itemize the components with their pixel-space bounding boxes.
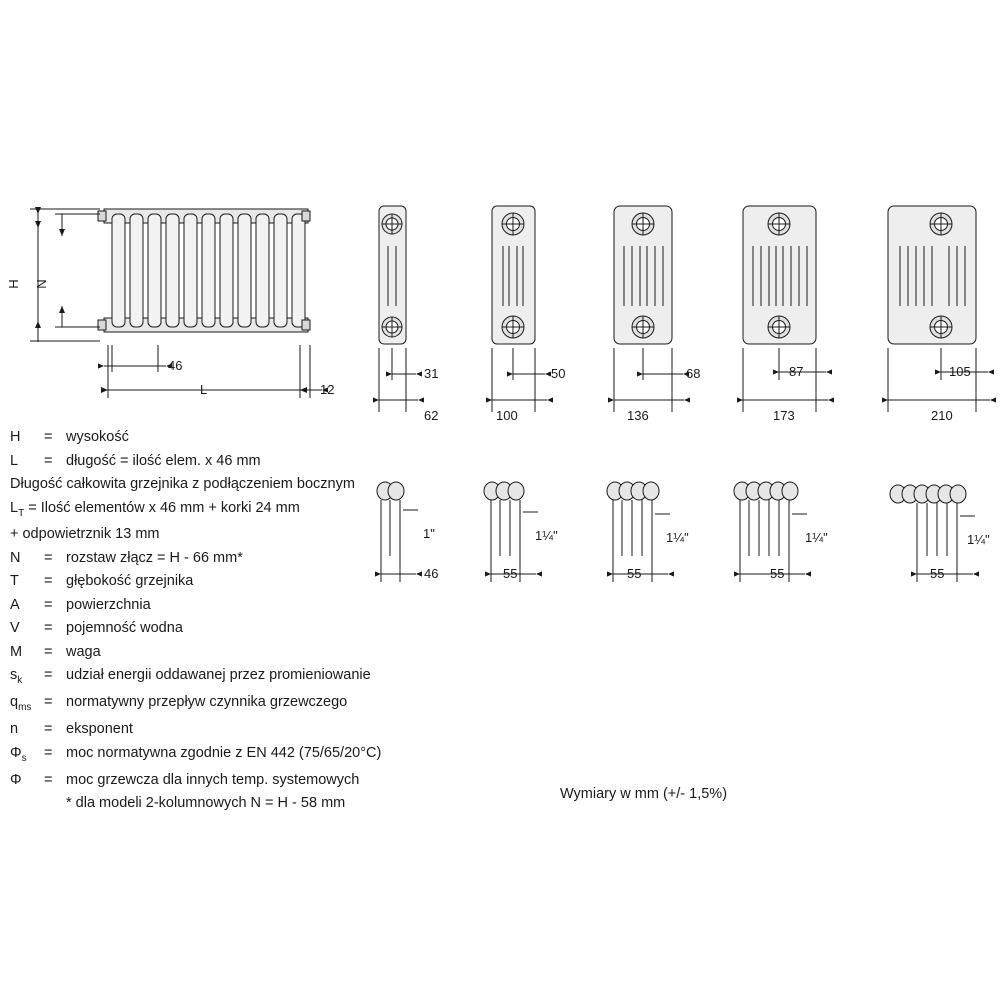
legend-text: moc grzewcza dla innych temp. systemowych bbox=[66, 771, 360, 788]
legend-row bbox=[10, 574, 480, 589]
legend-symbol-sub: k bbox=[17, 675, 23, 687]
legend-symbol-base: Φ bbox=[10, 744, 22, 761]
legend-symbol bbox=[10, 668, 44, 686]
legend-symbol: N bbox=[10, 549, 21, 566]
legend-symbol: A bbox=[10, 596, 20, 613]
legend-equals: = bbox=[44, 771, 53, 788]
legend-text: pojemność wodna bbox=[66, 620, 183, 637]
legend-text: udział energii oddawanej przez promieniowanie bbox=[66, 667, 371, 684]
legend-row bbox=[10, 695, 480, 713]
legend-note-total-length: Długość całkowita grzejnika z podłączeniem bocznym bbox=[10, 476, 355, 492]
legend-symbol bbox=[10, 746, 44, 764]
conn-3: 55 bbox=[627, 566, 642, 581]
legend-text: głębokość grzejnika bbox=[66, 573, 194, 590]
legend-equals: = bbox=[44, 744, 53, 761]
section-1-inner: 31 bbox=[424, 366, 439, 381]
legend-equals: = bbox=[44, 573, 53, 590]
legend-row bbox=[10, 645, 480, 660]
legend-text: długość = ilość elem. x 46 mm bbox=[66, 452, 261, 469]
legend-text: wysokość bbox=[66, 429, 129, 445]
legend-row bbox=[10, 551, 480, 566]
section-4-inner: 87 bbox=[789, 364, 804, 379]
thread-4: 1¼" bbox=[805, 530, 828, 545]
legend-equals: = bbox=[44, 429, 53, 445]
legend-symbol: V bbox=[10, 620, 20, 637]
legend-lt-subscript: T bbox=[18, 507, 25, 519]
legend-symbol bbox=[10, 722, 44, 737]
legend-symbol: T bbox=[10, 573, 19, 590]
conn-4: 55 bbox=[770, 566, 785, 581]
legend-row bbox=[10, 668, 480, 686]
section-4-outer: 173 bbox=[773, 408, 795, 423]
legend-lt-symbol: L bbox=[10, 499, 19, 516]
legend-text: eksponent bbox=[66, 721, 133, 738]
legend-block bbox=[10, 430, 480, 820]
thread-2: 1¼" bbox=[535, 528, 558, 543]
legend-equals: = bbox=[44, 694, 53, 711]
legend-text: waga bbox=[66, 643, 101, 660]
legend-text: powierzchnia bbox=[66, 596, 151, 613]
legend-text: normatywny przepływ czynnika grzewczego bbox=[66, 694, 348, 711]
section-1-outer: 62 bbox=[424, 408, 439, 423]
legend-row bbox=[10, 454, 480, 469]
section-5-outer: 210 bbox=[931, 408, 953, 423]
legend-row bbox=[10, 621, 480, 636]
section-2-inner: 50 bbox=[551, 366, 566, 381]
legend-equals: = bbox=[44, 721, 53, 738]
legend-symbol: H bbox=[10, 429, 21, 445]
legend-row bbox=[10, 773, 480, 788]
legend-row bbox=[10, 746, 480, 764]
legend-equals: = bbox=[44, 667, 53, 684]
legend-row bbox=[10, 598, 480, 613]
legend-row bbox=[10, 430, 480, 445]
legend-equals: = bbox=[44, 596, 53, 613]
thread-3: 1¼" bbox=[666, 530, 689, 545]
legend-note-lt bbox=[10, 501, 480, 519]
front-view-label-n: N bbox=[34, 279, 49, 289]
thread-5: 1¼" bbox=[967, 532, 990, 547]
legend-symbol-sub: ms bbox=[18, 702, 32, 714]
legend-equals: = bbox=[44, 452, 53, 469]
legend-note-vent: + odpowietrznik 13 mm bbox=[10, 526, 160, 543]
legend-equals: = bbox=[44, 643, 53, 660]
legend-footnote: * dla modeli 2-kolumnowych N = H - 58 mm bbox=[66, 795, 346, 812]
front-view-length-l: L bbox=[200, 382, 208, 397]
legend-text: rozstaw złącz = H - 66 mm* bbox=[66, 549, 243, 566]
legend-row bbox=[10, 722, 480, 737]
conn-1: 46 bbox=[424, 566, 439, 581]
thread-1: 1" bbox=[423, 526, 435, 541]
legend-symbol bbox=[10, 695, 44, 713]
section-3-outer: 136 bbox=[627, 408, 649, 423]
legend-symbol: M bbox=[10, 643, 23, 660]
section-5-inner: 105 bbox=[949, 364, 971, 379]
legend-lt-text: = Ilość elementów x 46 mm + korki 24 mm bbox=[24, 499, 300, 516]
legend-symbol bbox=[10, 773, 44, 788]
legend-equals: = bbox=[44, 620, 53, 637]
front-view-end-12: 12 bbox=[320, 382, 335, 397]
legend-symbol-base: s bbox=[10, 667, 18, 684]
front-view-pitch-46: 46 bbox=[168, 358, 183, 373]
conn-5: 55 bbox=[930, 566, 945, 581]
units-note: Wymiary w mm (+/- 1,5%) bbox=[560, 786, 728, 802]
legend-symbol-base: n bbox=[10, 721, 19, 738]
legend-symbol: L bbox=[10, 452, 19, 469]
section-3-inner: 68 bbox=[686, 366, 701, 381]
front-view-label-h: H bbox=[6, 279, 21, 289]
legend-symbol-sub: s bbox=[21, 752, 27, 764]
legend-equals: = bbox=[44, 549, 53, 566]
legend-symbol-base: Φ bbox=[10, 771, 22, 788]
legend-symbol-base: q bbox=[10, 694, 19, 711]
legend-text: moc normatywna zgodnie z EN 442 (75/65/20°C) bbox=[66, 744, 382, 761]
conn-2: 55 bbox=[503, 566, 518, 581]
section-2-outer: 100 bbox=[496, 408, 518, 423]
